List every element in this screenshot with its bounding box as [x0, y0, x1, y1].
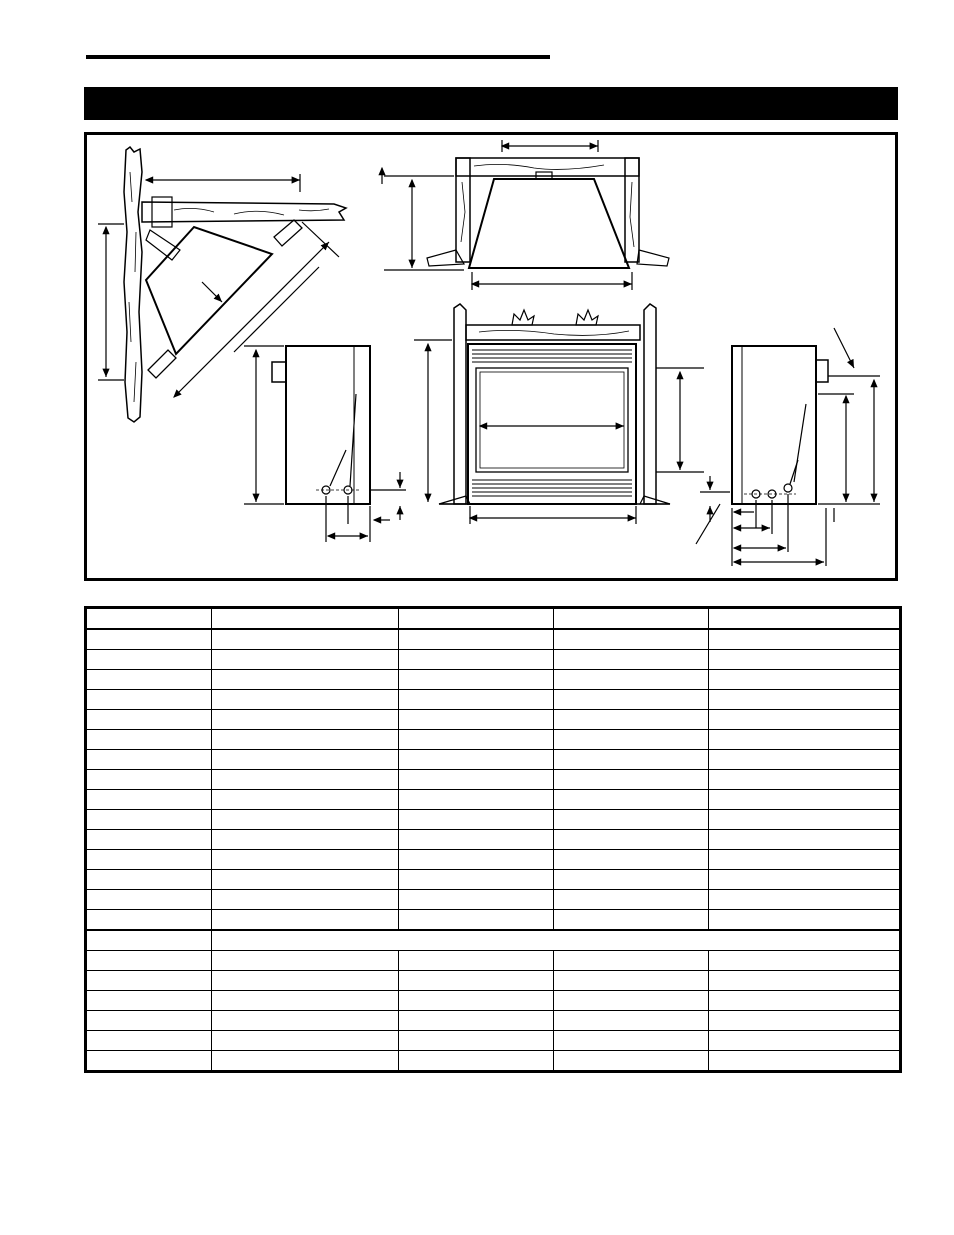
table-cell	[86, 750, 212, 770]
table-cell	[86, 770, 212, 790]
table-cell	[399, 750, 554, 770]
table-cell	[709, 670, 901, 690]
table-cell	[86, 951, 212, 971]
table-cell	[554, 790, 709, 810]
table-cell	[554, 870, 709, 890]
table-cell	[212, 910, 399, 931]
table-cell	[399, 1031, 554, 1051]
table-cell	[399, 870, 554, 890]
table-cell	[709, 710, 901, 730]
table-cell	[86, 991, 212, 1011]
table-cell	[212, 730, 399, 750]
table-cell	[554, 991, 709, 1011]
spec-table-body	[86, 608, 901, 1072]
table-row	[86, 629, 901, 650]
table-cell	[554, 971, 709, 991]
table-cell	[554, 890, 709, 910]
table-cell	[554, 710, 709, 730]
table-cell	[554, 650, 709, 670]
table-cell	[709, 971, 901, 991]
table-cell	[554, 1011, 709, 1031]
table-cell	[399, 790, 554, 810]
table-cell	[212, 710, 399, 730]
table-cell	[399, 710, 554, 730]
table-cell	[554, 730, 709, 750]
table-cell	[399, 730, 554, 750]
table-cell	[86, 1011, 212, 1031]
table-cell	[399, 1051, 554, 1072]
table-cell	[554, 951, 709, 971]
table-cell	[212, 890, 399, 910]
table-cell	[554, 830, 709, 850]
table-cell-merged	[212, 930, 901, 951]
table-cell	[86, 971, 212, 991]
table-cell	[86, 830, 212, 850]
table-row	[86, 690, 901, 710]
table-cell	[554, 810, 709, 830]
table-cell	[709, 910, 901, 931]
front-view	[414, 304, 704, 524]
table-cell	[399, 951, 554, 971]
table-cell	[86, 790, 212, 810]
table-cell	[86, 730, 212, 750]
table-cell	[399, 830, 554, 850]
table-cell	[212, 790, 399, 810]
dimension-diagram	[84, 132, 898, 581]
table-cell	[399, 910, 554, 931]
table-row	[86, 790, 901, 810]
table-cell	[709, 1031, 901, 1051]
table-row	[86, 1051, 901, 1072]
table-row	[86, 810, 901, 830]
table-cell	[554, 770, 709, 790]
table-row	[86, 991, 901, 1011]
table-row	[86, 1031, 901, 1051]
table-cell	[709, 1051, 901, 1072]
table-cell	[399, 670, 554, 690]
table-row	[86, 930, 901, 951]
table-cell	[399, 850, 554, 870]
table-cell	[709, 790, 901, 810]
table-cell	[709, 850, 901, 870]
section-title-bar	[84, 87, 898, 120]
table-row	[86, 710, 901, 730]
table-cell	[709, 890, 901, 910]
table-cell	[399, 629, 554, 650]
table-cell	[554, 1051, 709, 1072]
table-cell	[212, 770, 399, 790]
table-cell	[86, 710, 212, 730]
table-row	[86, 670, 901, 690]
left-side-view	[244, 346, 406, 542]
table-cell	[212, 670, 399, 690]
table-cell	[399, 608, 554, 630]
table-cell	[399, 690, 554, 710]
table-cell	[554, 850, 709, 870]
table-row	[86, 608, 901, 630]
table-cell	[709, 690, 901, 710]
table-cell	[86, 930, 212, 951]
table-cell	[399, 770, 554, 790]
table-row	[86, 971, 901, 991]
right-side-view	[696, 328, 880, 566]
table-cell	[212, 830, 399, 850]
table-row	[86, 770, 901, 790]
table-cell	[86, 650, 212, 670]
table-cell	[554, 750, 709, 770]
table-cell	[212, 690, 399, 710]
table-cell	[709, 951, 901, 971]
table-cell	[554, 910, 709, 931]
header-rule	[86, 55, 550, 59]
table-cell	[86, 690, 212, 710]
table-cell	[212, 1031, 399, 1051]
table-cell	[709, 870, 901, 890]
table-cell	[709, 608, 901, 630]
table-cell	[212, 608, 399, 630]
table-cell	[212, 1011, 399, 1031]
table-cell	[86, 629, 212, 650]
table-cell	[399, 810, 554, 830]
table-cell	[212, 1051, 399, 1072]
top-view	[382, 140, 669, 290]
table-cell	[212, 650, 399, 670]
table-row	[86, 830, 901, 850]
table-cell	[554, 670, 709, 690]
table-cell	[86, 810, 212, 830]
table-row	[86, 650, 901, 670]
figure-border	[86, 134, 897, 580]
table-cell	[709, 730, 901, 750]
table-cell	[212, 951, 399, 971]
table-cell	[86, 870, 212, 890]
table-row	[86, 850, 901, 870]
table-cell	[709, 770, 901, 790]
table-row	[86, 750, 901, 770]
table-cell	[399, 991, 554, 1011]
table-cell	[709, 830, 901, 850]
table-row	[86, 1011, 901, 1031]
spec-table	[84, 606, 902, 1073]
table-cell	[86, 670, 212, 690]
dimension-diagram-svg	[84, 132, 898, 581]
table-cell	[399, 1011, 554, 1031]
table-cell	[86, 890, 212, 910]
table-cell	[212, 810, 399, 830]
table-cell	[399, 650, 554, 670]
table-cell	[212, 991, 399, 1011]
table-cell	[709, 650, 901, 670]
table-row	[86, 890, 901, 910]
table-cell	[86, 910, 212, 931]
table-cell	[554, 608, 709, 630]
table-cell	[212, 750, 399, 770]
table-cell	[709, 750, 901, 770]
table-cell	[86, 1051, 212, 1072]
table-row	[86, 910, 901, 931]
table-cell	[399, 890, 554, 910]
table-cell	[554, 690, 709, 710]
table-cell	[554, 1031, 709, 1051]
table-cell	[709, 629, 901, 650]
table-cell	[212, 629, 399, 650]
table-cell	[709, 991, 901, 1011]
table-row	[86, 730, 901, 750]
table-cell	[554, 629, 709, 650]
table-row	[86, 870, 901, 890]
table-cell	[212, 971, 399, 991]
table-row	[86, 951, 901, 971]
table-cell	[212, 870, 399, 890]
table-cell	[86, 850, 212, 870]
corner-installation-view	[98, 147, 346, 422]
table-cell	[399, 971, 554, 991]
table-cell	[709, 810, 901, 830]
table-cell	[86, 608, 212, 630]
table-cell	[709, 1011, 901, 1031]
table-cell	[86, 1031, 212, 1051]
table-cell	[212, 850, 399, 870]
